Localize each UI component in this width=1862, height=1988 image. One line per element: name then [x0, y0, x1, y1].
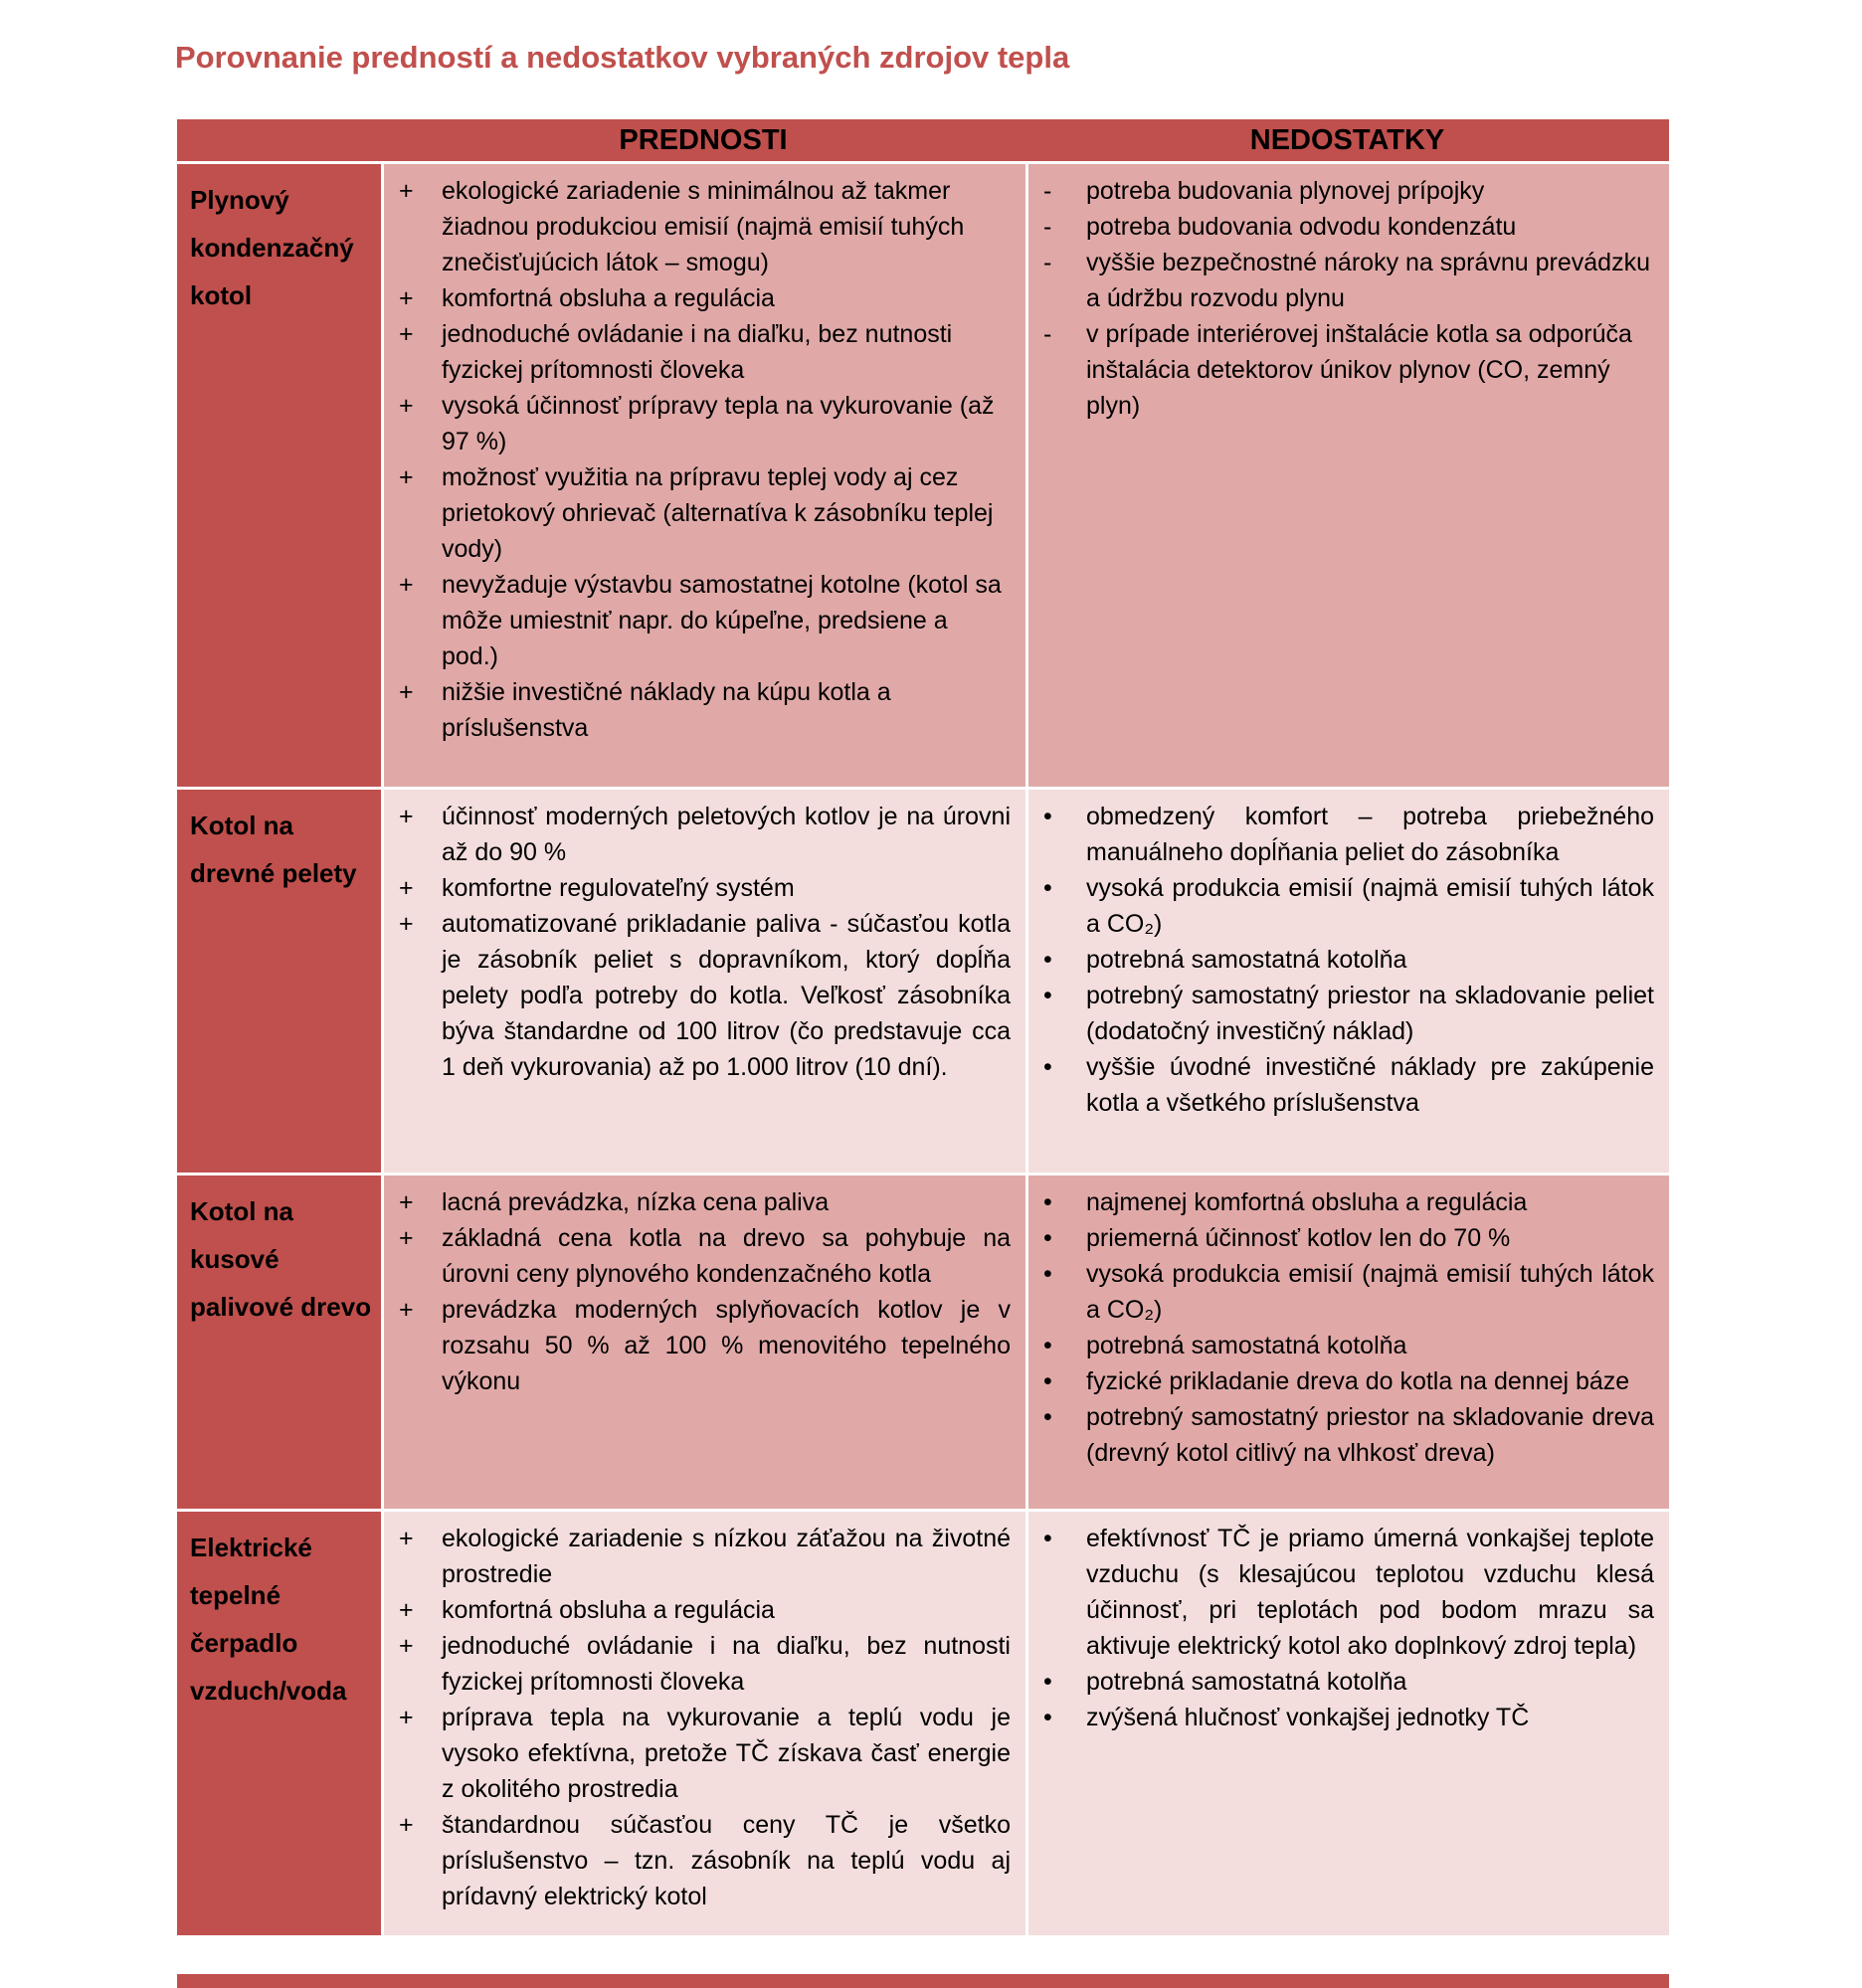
item-text: príprava tepla na vykurovanie a teplú vodu je vysoko efektívna, pretože TČ získava časť energie z okolitého prostredia — [442, 1704, 1011, 1803]
bullet-marker: • — [1043, 803, 1052, 830]
advantage-item — [384, 1220, 1025, 1292]
bullet-marker: • — [1043, 874, 1052, 902]
item-text: vysoká účinnosť prípravy tepla na vykurovanie (až 97 %) — [442, 392, 995, 455]
disadvantage-item — [1028, 173, 1669, 209]
advantage-item — [384, 1184, 1025, 1220]
advantage-item — [384, 870, 1025, 906]
plus-marker: + — [399, 1811, 414, 1839]
disadvantages-list — [1028, 173, 1669, 424]
header-nedostatky: NEDOSTATKY — [1249, 123, 1445, 156]
disadvantage-item — [1028, 1049, 1669, 1121]
nedostatky-cell — [1028, 790, 1669, 1173]
comparison-table — [177, 119, 1669, 1935]
plus-marker: + — [399, 284, 414, 312]
item-text: ekologické zariadenie s nízkou záťažou na životné prostredie — [442, 1525, 1011, 1588]
disadvantage-item — [1028, 799, 1669, 870]
disadvantage-item — [1028, 316, 1669, 424]
plus-marker: + — [399, 177, 414, 205]
bullet-marker: • — [1043, 1053, 1052, 1081]
disadvantage-item — [1028, 1363, 1669, 1399]
disadvantage-item — [1028, 1220, 1669, 1256]
plus-marker: + — [399, 910, 414, 938]
plus-marker: + — [399, 1704, 414, 1731]
advantage-item — [384, 1807, 1025, 1914]
item-text: potrebná samostatná kotolňa — [1086, 1332, 1407, 1359]
advantage-item — [384, 906, 1025, 1085]
disadvantage-item — [1028, 1521, 1669, 1664]
item-text: základná cena kotla na drevo sa pohybuje na úrovni ceny plynového kondenzačného kotla — [442, 1224, 1011, 1288]
table-header-row — [177, 119, 1669, 161]
plus-marker: + — [399, 463, 414, 491]
item-text: efektívnosť TČ je priamo úmerná vonkajšej teplote vzduchu (s klesajúcou teplotou vzduchu klesá účinnosť, pri teplotách pod bodom mrazu sa aktivuje elektrický kotol ako doplnkový zdroj tepla) — [1086, 1525, 1654, 1660]
bullet-marker: • — [1043, 982, 1052, 1009]
advantages-list — [384, 799, 1025, 1085]
table-row-elektricke-tepelne-cerpadlo — [177, 1512, 1669, 1935]
advantage-item — [384, 316, 1025, 388]
nedostatky-cell — [1028, 1175, 1669, 1509]
disadvantages-list — [1028, 799, 1669, 1121]
advantage-item — [384, 1292, 1025, 1399]
plus-marker: + — [399, 874, 414, 902]
bullet-marker: • — [1043, 1260, 1052, 1288]
advantages-list — [384, 1521, 1025, 1914]
plus-marker: + — [399, 1224, 414, 1252]
item-text: vysoká produkcia emisií (najmä emisií tuhých látok a CO₂) — [1086, 1260, 1654, 1324]
nedostatky-cell — [1028, 164, 1669, 787]
table-row-kotol-na-kusove-drevo — [177, 1175, 1669, 1509]
item-text: vyššie bezpečnostné nároky na správnu prevádzku a údržbu rozvodu plynu — [1086, 249, 1650, 312]
item-text: ekologické zariadenie s minimálnou až takmer žiadnou produkciou emisií (najmä emisií tuhých znečisťujúcich látok – smogu) — [442, 177, 965, 276]
item-text: účinnosť moderných peletových kotlov je na úrovni až do 90 % — [442, 803, 1011, 866]
nedostatky-cell — [1028, 1512, 1669, 1935]
item-text: možnosť využitia na prípravu teplej vody aj cez prietokový ohrievač (alternatíva k zásobníku teplej vody) — [442, 463, 994, 563]
prednosti-cell — [384, 790, 1025, 1173]
disadvantage-item — [1028, 978, 1669, 1049]
prednosti-cell — [384, 1512, 1025, 1935]
plus-marker: + — [399, 1525, 414, 1552]
bullet-marker: • — [1043, 1224, 1052, 1252]
plus-marker: + — [399, 803, 414, 830]
prednosti-cell — [384, 1175, 1025, 1509]
disadvantage-item — [1028, 1700, 1669, 1735]
item-text: v prípade interiérovej inštalácie kotla sa odporúča inštalácia detektorov únikov plynov (CO, zemný plyn) — [1086, 320, 1632, 420]
header-prednosti: PREDNOSTI — [619, 123, 788, 156]
item-text: najmenej komfortná obsluha a regulácia — [1086, 1188, 1528, 1216]
bullet-marker: • — [1043, 1188, 1052, 1216]
item-text: priemerná účinnosť kotlov len do 70 % — [1086, 1224, 1511, 1252]
item-text: zvýšená hlučnosť vonkajšej jednotky TČ — [1086, 1704, 1530, 1731]
item-text: vyššie úvodné investičné náklady pre zakúpenie kotla a všetkého príslušenstva — [1086, 1053, 1654, 1117]
advantage-item — [384, 567, 1025, 674]
plus-marker: + — [399, 392, 414, 420]
plus-marker: + — [399, 678, 414, 706]
disadvantage-item — [1028, 942, 1669, 978]
page-title: Porovnanie predností a nedostatkov vybraných zdrojov tepla — [175, 40, 1070, 75]
bullet-marker: • — [1043, 1332, 1052, 1359]
item-text: prevádzka moderných splyňovacích kotlov je v rozsahu 50 % až 100 % menovitého tepelného výkonu — [442, 1296, 1011, 1395]
disadvantages-list — [1028, 1184, 1669, 1471]
item-text: potreba budovania plynovej prípojky — [1086, 177, 1485, 205]
advantage-item — [384, 388, 1025, 459]
advantages-list — [384, 173, 1025, 746]
row-label: Elektrické tepelné čerpadlo vzduch/voda — [177, 1512, 381, 1935]
item-text: potrebný samostatný priestor na skladovanie peliet (dodatočný investičný náklad) — [1086, 982, 1654, 1045]
item-text: potrebná samostatná kotolňa — [1086, 1668, 1407, 1696]
item-text: jednoduché ovládanie i na diaľku, bez nutnosti fyzickej prítomnosti človeka — [442, 1632, 1011, 1696]
bullet-marker: • — [1043, 946, 1052, 974]
dash-marker: - — [1043, 249, 1052, 276]
item-text: obmedzený komfort – potreba priebežného manuálneho dopĺňania peliet do zásobníka — [1086, 803, 1654, 866]
item-text: lacná prevádzka, nízka cena paliva — [442, 1188, 830, 1216]
item-text: potreba budovania odvodu kondenzátu — [1086, 213, 1517, 241]
advantages-list — [384, 1184, 1025, 1399]
bullet-marker: • — [1043, 1367, 1052, 1395]
item-text: potrebný samostatný priestor na skladovanie dreva (drevný kotol citlivý na vlhkosť dreva) — [1086, 1403, 1654, 1467]
item-text: nižšie investičné náklady na kúpu kotla a príslušenstva — [442, 678, 891, 742]
advantage-item — [384, 1700, 1025, 1807]
disadvantage-item — [1028, 870, 1669, 942]
advantage-item — [384, 173, 1025, 280]
disadvantage-item — [1028, 1399, 1669, 1471]
row-label: Kotol na drevné pelety — [177, 790, 381, 1173]
item-text: komfortná obsluha a regulácia — [442, 1596, 775, 1624]
advantage-item — [384, 1592, 1025, 1628]
plus-marker: + — [399, 1632, 414, 1660]
disadvantage-item — [1028, 1256, 1669, 1328]
plus-marker: + — [399, 1296, 414, 1324]
prednosti-cell — [384, 164, 1025, 787]
plus-marker: + — [399, 1188, 414, 1216]
disadvantage-item — [1028, 1328, 1669, 1363]
dash-marker: - — [1043, 320, 1052, 348]
bullet-marker: • — [1043, 1525, 1052, 1552]
table-row-kotol-na-drevne-pelety — [177, 790, 1669, 1173]
item-text: komfortná obsluha a regulácia — [442, 284, 775, 312]
plus-marker: + — [399, 1596, 414, 1624]
advantage-item — [384, 1628, 1025, 1700]
bullet-marker: • — [1043, 1403, 1052, 1431]
advantage-item — [384, 459, 1025, 567]
row-label: Plynový kondenzačný kotol — [177, 164, 381, 787]
advantage-item — [384, 1521, 1025, 1592]
bullet-marker: • — [1043, 1668, 1052, 1696]
dash-marker: - — [1043, 177, 1052, 205]
advantage-item — [384, 280, 1025, 316]
item-text: fyzické prikladanie dreva do kotla na dennej báze — [1086, 1367, 1630, 1395]
plus-marker: + — [399, 571, 414, 599]
disadvantages-list — [1028, 1521, 1669, 1735]
advantage-item — [384, 674, 1025, 746]
bullet-marker: • — [1043, 1704, 1052, 1731]
disadvantage-item — [1028, 1664, 1669, 1700]
disadvantage-item — [1028, 245, 1669, 316]
table-row-plynovy-kondenzacny-kotol — [177, 164, 1669, 787]
row-label: Kotol na kusové palivové drevo — [177, 1175, 381, 1509]
item-text: komfortne regulovateľný systém — [442, 874, 795, 902]
item-text: automatizované prikladanie paliva - súčasťou kotla je zásobník peliet s dopravníkom, ktorý dopĺňa pelety podľa potreby do kotla. Veľkosť zásobníka býva štandardne od 100 litrov (čo predstavuje cca 1 deň vykurovania) až po 1.000 litrov (10 dní). — [442, 910, 1011, 1081]
disadvantage-item — [1028, 209, 1669, 245]
disadvantage-item — [1028, 1184, 1669, 1220]
item-text: jednoduché ovládanie i na diaľku, bez nutnosti fyzickej prítomnosti človeka — [442, 320, 953, 384]
advantage-item — [384, 799, 1025, 870]
plus-marker: + — [399, 320, 414, 348]
table-bottom-strip — [177, 1974, 1669, 1988]
item-text: vysoká produkcia emisií (najmä emisií tuhých látok a CO₂) — [1086, 874, 1654, 938]
item-text: štandardnou súčasťou ceny TČ je všetko príslušenstvo – tzn. zásobník na teplú vodu aj prídavný elektrický kotol — [442, 1811, 1011, 1910]
item-text: nevyžaduje výstavbu samostatnej kotolne (kotol sa môže umiestniť napr. do kúpeľne, predsiene a pod.) — [442, 571, 1002, 670]
item-text: potrebná samostatná kotolňa — [1086, 946, 1407, 974]
dash-marker: - — [1043, 213, 1052, 241]
